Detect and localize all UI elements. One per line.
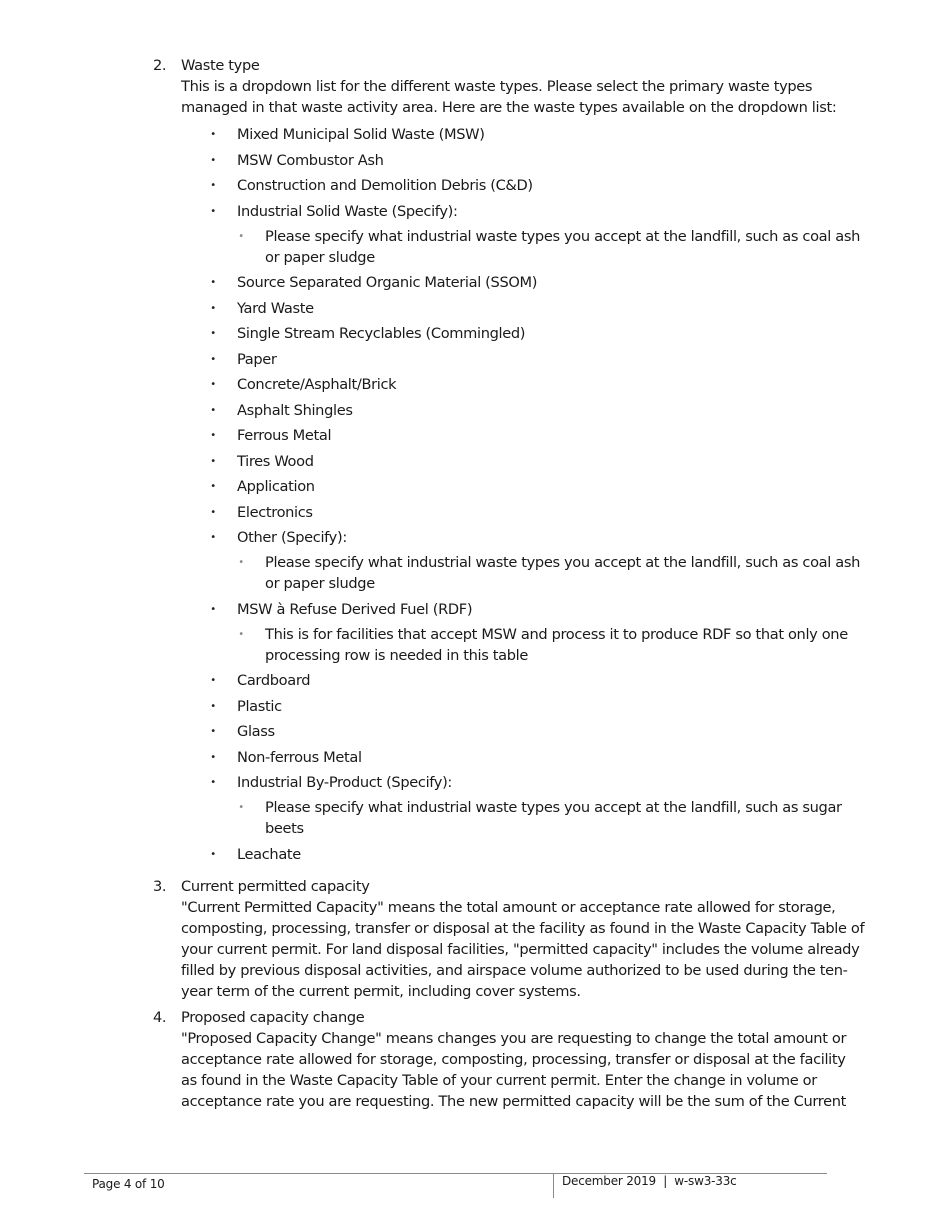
- bullet-icon: •: [210, 481, 216, 492]
- sub-bullet-icon: •: [238, 802, 244, 813]
- list-item-label: Industrial Solid Waste (Specify):: [237, 202, 458, 220]
- bullet-icon: •: [210, 302, 216, 314]
- section-waste-type: [153, 55, 865, 871]
- sub-list: [237, 226, 865, 268]
- footer-doc-id: w-sw3-33c: [674, 1174, 737, 1188]
- footer-divider: [553, 1173, 554, 1198]
- list-item-label: Mixed Municipal Solid Waste (MSW): [237, 126, 485, 143]
- section-title: Current permitted capacity: [181, 877, 370, 895]
- bullet-icon: •: [210, 603, 216, 615]
- list-item: [209, 349, 865, 370]
- list-item-label: Yard Waste: [237, 299, 314, 317]
- list-item-label: Leachate: [237, 845, 301, 863]
- list-item: [209, 451, 865, 472]
- list-item-label: MSW à Refuse Derived Fuel (RDF): [237, 600, 473, 618]
- bullet-icon: •: [210, 675, 216, 686]
- list-item-label: Asphalt Shingles: [237, 401, 353, 419]
- bullet-icon: •: [210, 532, 216, 543]
- footer-doc-info: [562, 1174, 737, 1188]
- sub-list-item-text: Please specify what industrial waste types you accept at the landfill, such as coal ash or paper sludge: [265, 554, 860, 592]
- bullet-icon: •: [210, 328, 216, 339]
- list-item-label: Industrial By-Product (Specify):: [237, 774, 452, 791]
- bullet-icon: •: [210, 154, 216, 166]
- list-item-label: Construction and Demolition Debris (C&D): [237, 177, 533, 194]
- waste-type-list: [181, 124, 865, 865]
- list-item: [209, 844, 865, 865]
- section-text: This is a dropdown list for the different waste types. Please select the primary waste types managed in that waste activity area. Here are the waste types available on the dropdown list:: [181, 78, 837, 116]
- section-proposed-capacity-change: [153, 1007, 865, 1112]
- list-item-label: Concrete/Asphalt/Brick: [237, 376, 397, 393]
- sub-bullet-icon: •: [238, 230, 244, 242]
- sub-list-item: [238, 552, 865, 594]
- bullet-icon: •: [210, 404, 216, 416]
- sub-list: [237, 797, 865, 839]
- list-item-label: Ferrous Metal: [237, 427, 332, 444]
- sub-list-item-text: Please specify what industrial waste types you accept at the landfill, such as sugar beets: [265, 799, 842, 837]
- list-item: [209, 696, 865, 717]
- bullet-icon: •: [210, 726, 216, 737]
- sub-list-item: [238, 624, 865, 666]
- list-item: [209, 772, 865, 839]
- list-item-label: Application: [237, 478, 315, 495]
- list-item: [209, 670, 865, 691]
- bullet-icon: •: [210, 455, 216, 467]
- bullet-icon: •: [210, 430, 216, 441]
- section-text: "Current Permitted Capacity" means the total amount or acceptance rate allowed for storage, composting, processing, transfer or disposal at the facility as found in the Waste Capacity Table of your current permit. For land disposal facilities, "permitted capacity" includes the volume already filled by previous disposal activities, and airspace volume authorized to be used during the ten-year term of the current permit, including cover systems.: [181, 898, 865, 1000]
- sub-list-item: [238, 797, 865, 839]
- footer-date: December 2019: [562, 1174, 656, 1188]
- list-item: [209, 175, 865, 196]
- bullet-icon: •: [210, 751, 216, 763]
- list-item: [209, 476, 865, 497]
- list-item: [209, 374, 865, 395]
- sub-list-item-text: This is for facilities that accept MSW and process it to produce RDF so that only one processing row is needed in this table: [265, 625, 848, 664]
- section-number: 4.: [153, 1008, 167, 1026]
- section-number: 3.: [153, 877, 167, 895]
- sub-list: [237, 624, 865, 666]
- list-item: [209, 124, 865, 145]
- bullet-icon: •: [210, 848, 216, 860]
- list-item: [209, 721, 865, 742]
- list-item: [209, 747, 865, 768]
- list-item: [209, 272, 865, 293]
- section-title: Proposed capacity change: [181, 1008, 365, 1026]
- section-current-permitted-capacity: [153, 876, 865, 1002]
- list-item-label: Electronics: [237, 503, 313, 521]
- list-item: [209, 323, 865, 344]
- list-item-label: Non-ferrous Metal: [237, 748, 362, 766]
- list-item-label: Cardboard: [237, 672, 311, 689]
- sub-list-item: [238, 226, 865, 268]
- page-number: Page 4 of 10: [92, 1177, 165, 1191]
- bullet-icon: •: [210, 205, 216, 217]
- bullet-icon: •: [210, 180, 216, 191]
- section-text: "Proposed Capacity Change" means changes you are requesting to change the total amount or acceptance rate allowed for storage, composting, processing, transfer or disposal at the facility as found in the Waste Capacity Table of your current permit. Enter the change in volume or acceptance rate you are requesting. The new permitted capacity will be the sum of the Current: [181, 1029, 847, 1110]
- sub-bullet-icon: •: [238, 557, 244, 568]
- list-item: [209, 527, 865, 594]
- sub-list-item-text: Please specify what industrial waste types you accept at the landfill, such as coal ash or paper sludge: [265, 227, 860, 266]
- list-item-label: Paper: [237, 350, 277, 368]
- list-item-label: Glass: [237, 723, 275, 740]
- section-title: Waste type: [181, 57, 260, 74]
- sub-list: [237, 552, 865, 594]
- bullet-icon: •: [210, 379, 216, 390]
- bullet-icon: •: [210, 277, 216, 288]
- bullet-icon: •: [210, 129, 216, 140]
- list-item-label: Single Stream Recyclables (Commingled): [237, 325, 526, 342]
- list-item-label: Plastic: [237, 697, 282, 715]
- section-number: 2.: [153, 57, 167, 74]
- list-item-label: Source Separated Organic Material (SSOM): [237, 274, 538, 291]
- document-body: [153, 55, 865, 1117]
- bullet-icon: •: [210, 777, 216, 788]
- list-item: [209, 502, 865, 523]
- list-item-label: Other (Specify):: [237, 529, 347, 546]
- list-item: [209, 150, 865, 171]
- list-item: [209, 599, 865, 666]
- sub-bullet-icon: •: [238, 628, 244, 640]
- list-item: [209, 201, 865, 268]
- footer-separator: |: [663, 1174, 668, 1188]
- list-item: [209, 400, 865, 421]
- bullet-icon: •: [210, 506, 216, 518]
- bullet-icon: •: [210, 353, 216, 365]
- list-item: [209, 298, 865, 319]
- list-item: [209, 425, 865, 446]
- list-item-label: MSW Combustor Ash: [237, 151, 384, 169]
- bullet-icon: •: [210, 700, 216, 712]
- list-item-label: Tires Wood: [237, 452, 314, 470]
